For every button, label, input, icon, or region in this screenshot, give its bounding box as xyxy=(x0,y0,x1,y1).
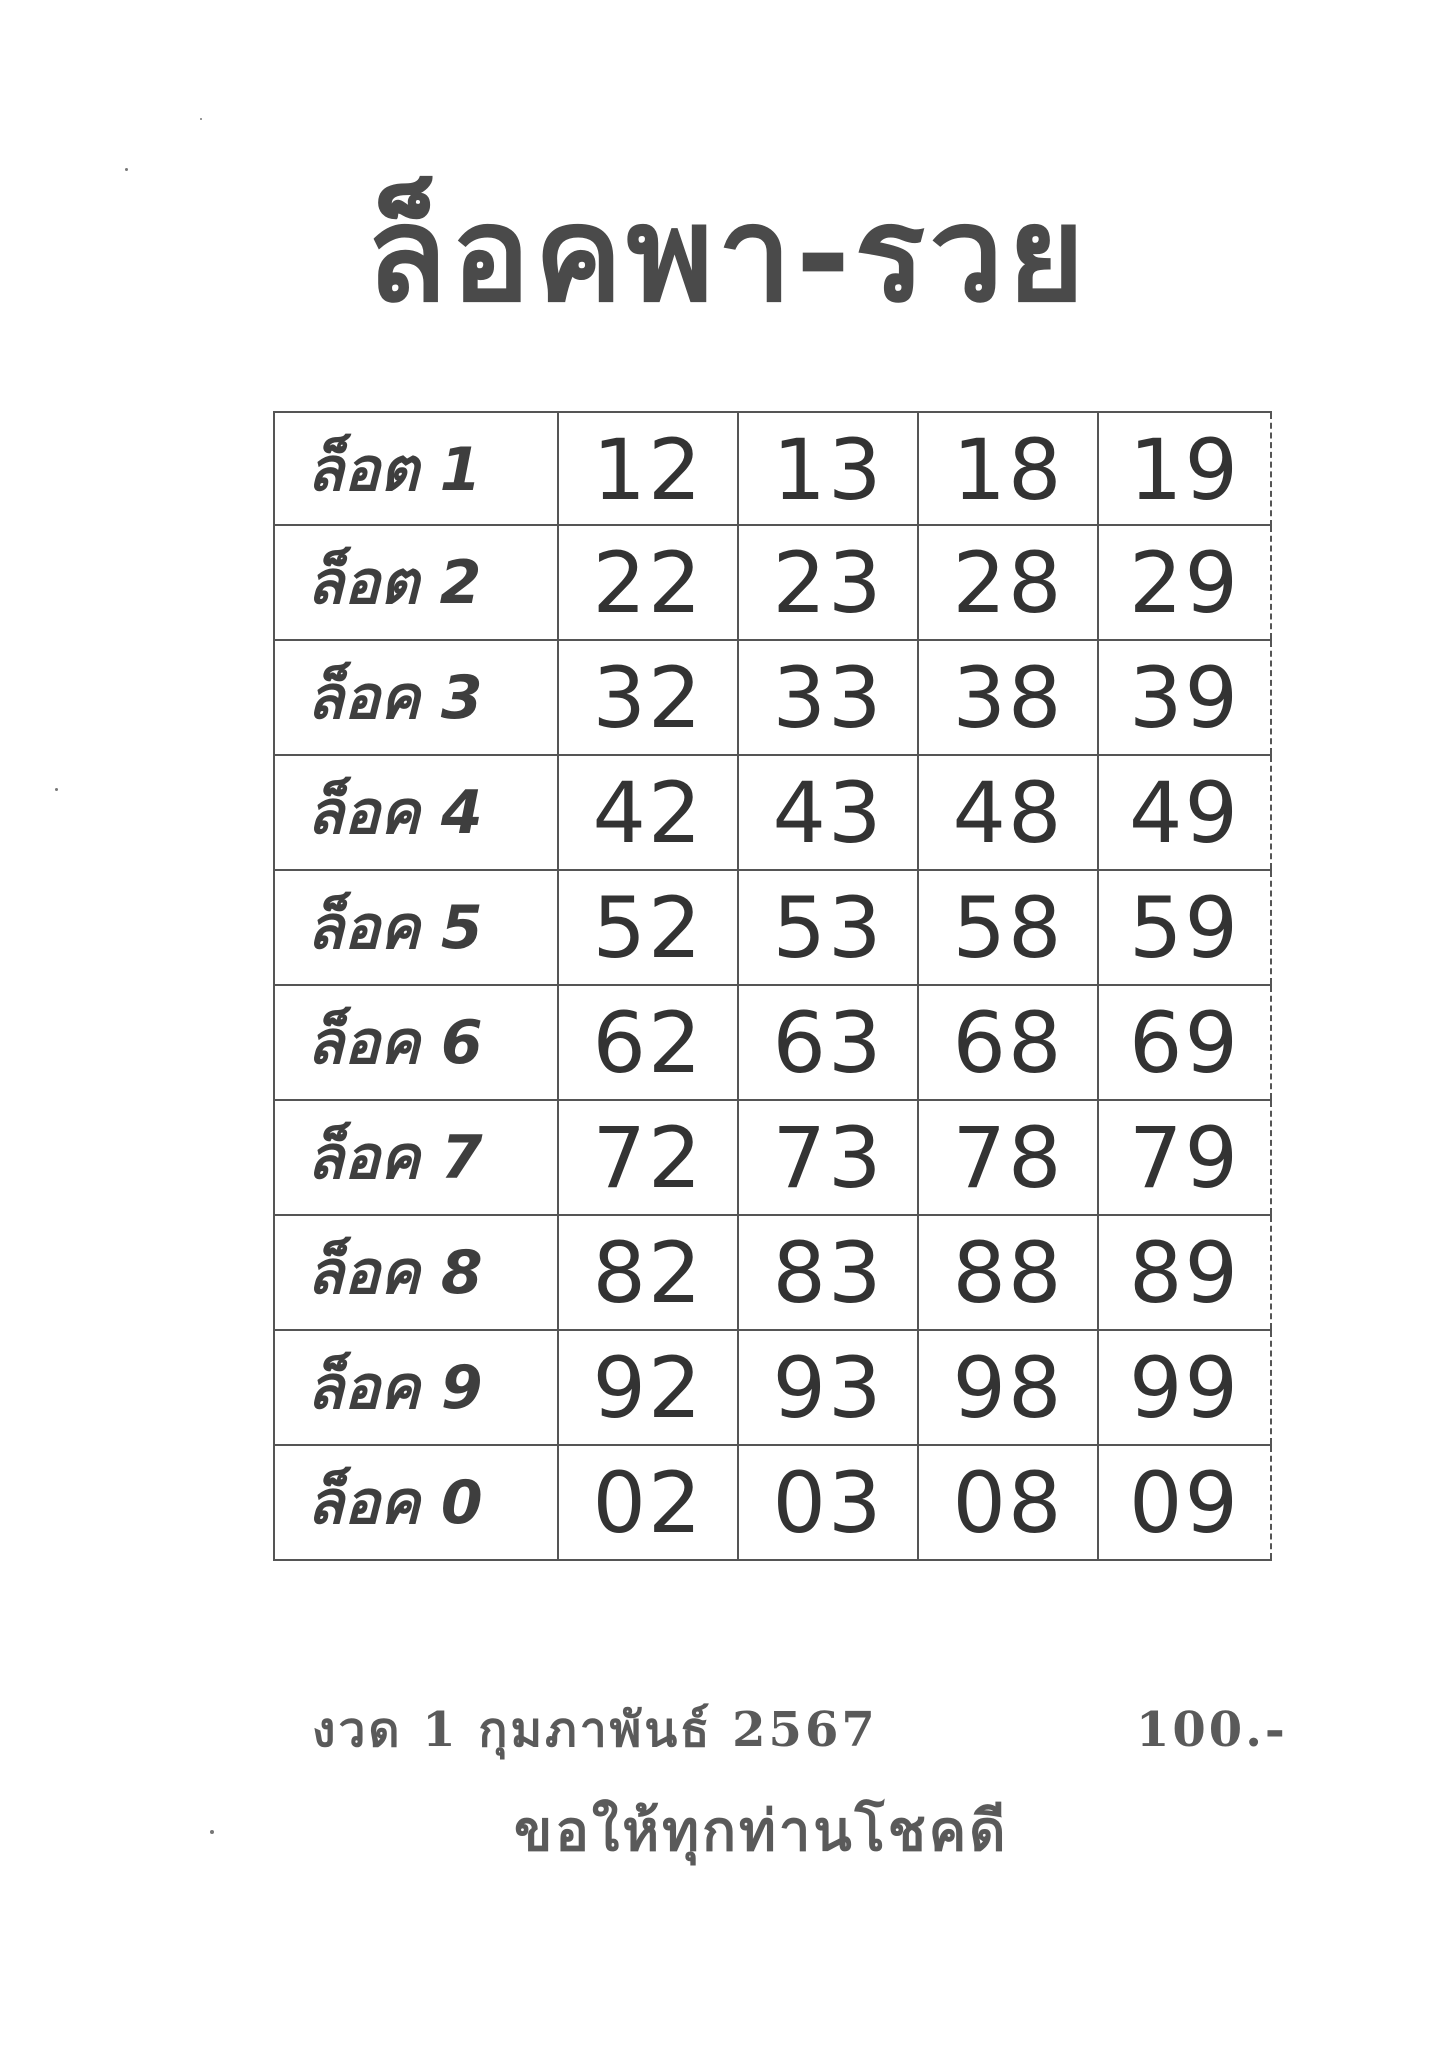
scan-speck xyxy=(125,168,128,171)
number-cell: 58 xyxy=(919,871,1099,984)
number-cell: 53 xyxy=(739,871,919,984)
good-luck-message: ขอให้ทุกท่านโชคดี xyxy=(514,1798,1009,1864)
price-label: 100.- xyxy=(1136,1702,1288,1758)
number-cell: 13 xyxy=(739,413,919,526)
row-label: ล็อค 9 xyxy=(273,1331,559,1444)
number-cell: 22 xyxy=(559,526,739,639)
number-cell: 02 xyxy=(559,1446,739,1559)
number-cell: 78 xyxy=(919,1101,1099,1214)
number-cell: 38 xyxy=(919,641,1099,754)
row-label: ล็อค 3 xyxy=(273,641,559,754)
number-cell: 73 xyxy=(739,1101,919,1214)
lottery-number-table xyxy=(273,411,1272,1565)
draw-date: งวด 1 กุมภาพันธ์ 2567 xyxy=(312,1702,878,1758)
number-cell: 89 xyxy=(1099,1216,1272,1329)
number-cell: 09 xyxy=(1099,1446,1272,1559)
row-label: ล็อค 8 xyxy=(273,1216,559,1329)
number-cell: 28 xyxy=(919,526,1099,639)
number-cell: 29 xyxy=(1099,526,1272,639)
number-cell: 39 xyxy=(1099,641,1272,754)
number-cell: 59 xyxy=(1099,871,1272,984)
number-cell: 72 xyxy=(559,1101,739,1214)
number-cell: 69 xyxy=(1099,986,1272,1099)
number-cell: 23 xyxy=(739,526,919,639)
number-cell: 88 xyxy=(919,1216,1099,1329)
number-cell: 33 xyxy=(739,641,919,754)
number-cell: 83 xyxy=(739,1216,919,1329)
number-cell: 19 xyxy=(1099,413,1272,526)
number-cell: 99 xyxy=(1099,1331,1272,1444)
scan-speck xyxy=(55,788,58,791)
table-row xyxy=(273,1101,1272,1216)
table-row xyxy=(273,411,1272,526)
number-cell: 49 xyxy=(1099,756,1272,869)
number-cell: 18 xyxy=(919,413,1099,526)
table-row xyxy=(273,1216,1272,1331)
row-label: ล็อต 1 xyxy=(273,413,559,526)
table-row xyxy=(273,986,1272,1101)
table-row xyxy=(273,1331,1272,1446)
page-title: ล็อคพา-รวย xyxy=(366,178,1089,332)
row-label: ล็อค 0 xyxy=(273,1446,559,1559)
row-label: ล็อค 5 xyxy=(273,871,559,984)
number-cell: 48 xyxy=(919,756,1099,869)
number-cell: 93 xyxy=(739,1331,919,1444)
number-cell: 82 xyxy=(559,1216,739,1329)
number-cell: 92 xyxy=(559,1331,739,1444)
number-cell: 62 xyxy=(559,986,739,1099)
scan-speck xyxy=(200,118,202,120)
number-cell: 08 xyxy=(919,1446,1099,1559)
table-row xyxy=(273,526,1272,641)
number-cell: 98 xyxy=(919,1331,1099,1444)
scan-speck xyxy=(210,1830,214,1834)
table-row xyxy=(273,756,1272,871)
number-cell: 68 xyxy=(919,986,1099,1099)
table-row xyxy=(273,871,1272,986)
row-label: ล็อต 2 xyxy=(273,526,559,639)
number-cell: 12 xyxy=(559,413,739,526)
row-label: ล็อค 6 xyxy=(273,986,559,1099)
table-row xyxy=(273,1446,1272,1561)
row-label: ล็อค 4 xyxy=(273,756,559,869)
number-cell: 52 xyxy=(559,871,739,984)
number-cell: 63 xyxy=(739,986,919,1099)
number-cell: 03 xyxy=(739,1446,919,1559)
number-cell: 32 xyxy=(559,641,739,754)
number-cell: 43 xyxy=(739,756,919,869)
table-row xyxy=(273,641,1272,756)
number-cell: 42 xyxy=(559,756,739,869)
row-label: ล็อค 7 xyxy=(273,1101,559,1214)
number-cell: 79 xyxy=(1099,1101,1272,1214)
